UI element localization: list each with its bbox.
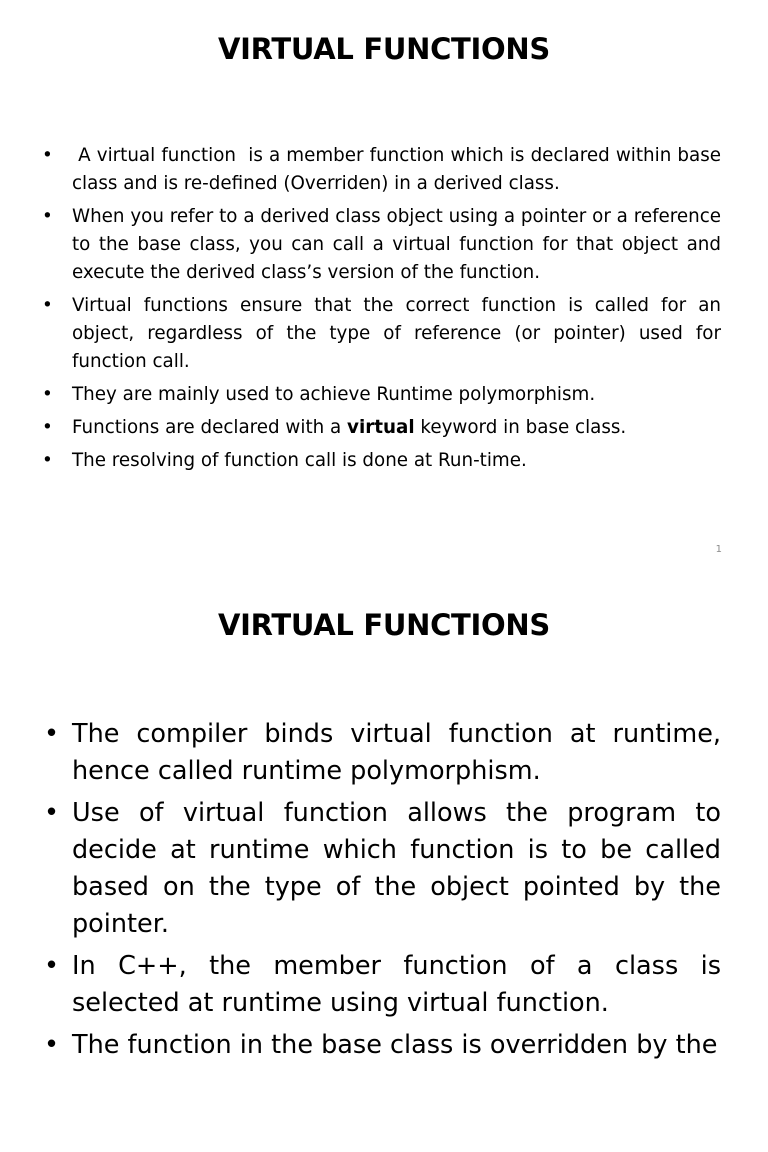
bullet-item xyxy=(40,381,721,409)
bullet-item xyxy=(40,795,721,943)
bullet-icon: • xyxy=(42,206,53,227)
bullet-item xyxy=(40,142,727,198)
bullet-item xyxy=(40,203,721,287)
bullet-text: In C++, the member function of a class is selected at runtime using virtual function. xyxy=(72,951,721,1018)
slide-2 xyxy=(0,576,768,1152)
slide-title: VIRTUAL FUNCTIONS xyxy=(218,32,550,66)
bullet-text-post: keyword in base class. xyxy=(414,417,627,438)
bullet-icon: • xyxy=(44,798,60,828)
bullet-icon: • xyxy=(42,295,53,316)
bullet-text: When you refer to a derived class object using a pointer or a reference to the base class, you can call a virtual function for that object and execute the derived class’s version of the function. xyxy=(72,206,721,283)
slide-title: VIRTUAL FUNCTIONS xyxy=(218,608,550,642)
bullet-icon: • xyxy=(44,951,60,981)
bullet-text: The function in the base class is overridden by the xyxy=(72,1030,718,1060)
bullet-item xyxy=(40,1027,721,1064)
bullet-text: Use of virtual function allows the program to decide at runtime which function is to be called based on the type of the object pointed by the pointer. xyxy=(72,798,721,939)
bullet-item xyxy=(40,447,721,475)
bullet-text: They are mainly used to achieve Runtime polymorphism. xyxy=(72,384,596,405)
bullet-item xyxy=(40,414,721,442)
bullet-item xyxy=(40,292,721,376)
page-number: 1 xyxy=(715,544,722,555)
bullet-icon: • xyxy=(44,1030,60,1060)
bullet-item xyxy=(40,948,721,1022)
bullet-item xyxy=(40,716,721,790)
bullet-text: The resolving of function call is done at Run-time. xyxy=(72,450,527,471)
bullet-icon: • xyxy=(42,145,53,166)
bullet-text: Virtual functions ensure that the correct function is called for an object, regardless of the type of reference (or pointer) used for function call. xyxy=(72,295,721,372)
bullet-list xyxy=(40,716,721,1069)
bullet-icon: • xyxy=(42,384,53,405)
bullet-icon: • xyxy=(44,719,60,749)
bullet-text: The compiler binds virtual function at runtime, hence called runtime polymorphism. xyxy=(72,719,721,786)
bullet-text-pre: Functions are declared with a xyxy=(72,417,348,438)
bullet-text: A virtual function is a member function which is declared within base class and is re-defined (Overriden) in a derived class. xyxy=(72,145,727,194)
bullet-icon: • xyxy=(42,417,53,438)
bullet-list xyxy=(40,142,727,480)
bullet-icon: • xyxy=(42,450,53,471)
keyword-virtual: virtual xyxy=(347,417,415,438)
